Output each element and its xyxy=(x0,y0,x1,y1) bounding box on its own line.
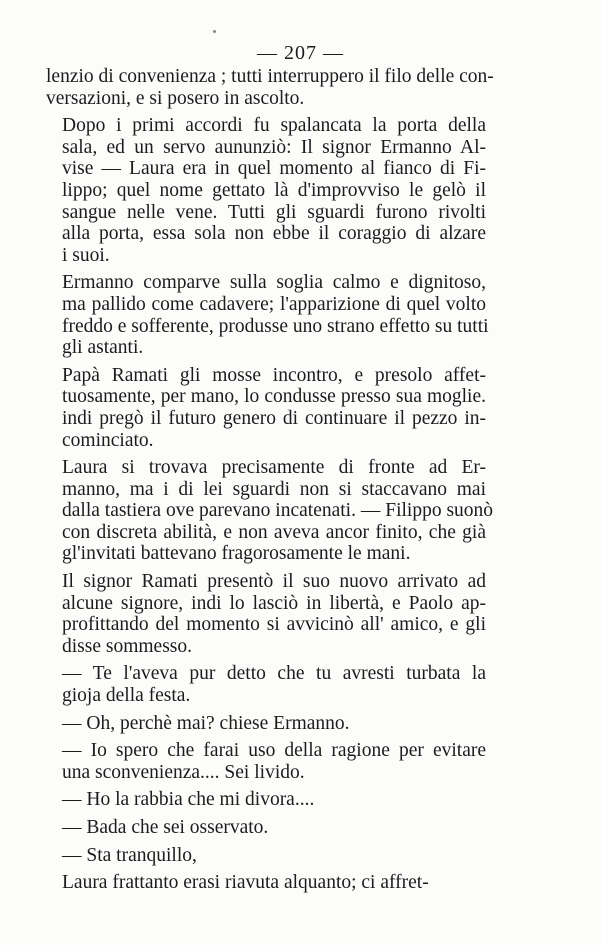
paragraph xyxy=(46,872,486,894)
text-line: lippo; quel nome gettato là d'improvviso le gelò il xyxy=(62,179,486,201)
text-line: alla porta, essa sola non ebbe il coraggio di alzare xyxy=(62,223,486,245)
text-line: con discreta abilità, e non aveva ancor finito, che già xyxy=(62,521,486,543)
ink-speck xyxy=(213,30,216,33)
text-line: profittando del momento si avvicinò all' amico, e gli xyxy=(62,614,486,636)
paragraph xyxy=(46,740,486,783)
text-line: freddo e sofferente, produsse uno strano effetto su tutti xyxy=(62,315,489,337)
text-line: i suoi. xyxy=(62,244,110,266)
text-line: gli astanti. xyxy=(62,337,144,359)
text-line: lenzio di convenienza ; tutti interruppero il filo delle con- xyxy=(46,66,494,87)
text-line: sala, ed un servo aununziò: Il signor Ermanno Al- xyxy=(62,136,486,158)
paragraph xyxy=(46,789,486,811)
text-line: disse sommesso. xyxy=(62,635,193,657)
paragraph xyxy=(46,115,486,266)
text-line: Laura si trovava precisamente di fronte ad Er- xyxy=(62,457,486,479)
text-line: alcune signore, indi lo lasciò in libertà, e Paolo ap- xyxy=(62,592,486,614)
page-number: — 207 — xyxy=(257,42,344,64)
text-line: manno, ma i di lei sguardi non si staccavano mai xyxy=(62,478,486,500)
text-line: tuosamente, per mano, lo condusse presso sua moglie. xyxy=(62,386,486,408)
paragraph xyxy=(46,365,486,451)
paragraph xyxy=(46,817,486,839)
text-line: Laura frattanto erasi riavuta alquanto; ci affret- xyxy=(62,872,429,894)
text-line: — Io spero che farai uso della ragione per evitare xyxy=(62,740,486,762)
text-line: gioja della festa. xyxy=(62,685,191,707)
text-line: una sconvenienza.... Sei livido. xyxy=(62,761,305,783)
text-line: — Oh, perchè mai? chiese Ermanno. xyxy=(62,712,350,734)
text-line: cominciato. xyxy=(62,429,154,451)
text-line: versazioni, e si posero in ascolto. xyxy=(46,87,305,109)
text-line: — Ho la rabbia che mi divora.... xyxy=(62,789,315,811)
text-line: gl'invitati battevano fragorosamente le mani. xyxy=(62,543,411,565)
text-line: dalla tastiera ove parevano incatenati. — Filippo suonò xyxy=(62,500,494,522)
text-line: sangue nelle vene. Tutti gli sguardi furono rivolti xyxy=(62,201,486,223)
text-line: — Sta tranquillo, xyxy=(62,844,197,866)
paragraph xyxy=(46,713,486,735)
text-line: vise — Laura era in quel momento al fianco di Fi- xyxy=(62,158,486,180)
body-text xyxy=(46,66,494,894)
text-line: Dopo i primi accordi fu spalancata la porta della xyxy=(62,115,486,137)
paragraph xyxy=(46,845,486,867)
paragraph xyxy=(46,663,486,706)
text-line: — Bada che sei osservato. xyxy=(62,817,269,838)
paragraph xyxy=(46,457,494,565)
text-line: ma pallido come cadavere; l'apparizione di quel volto xyxy=(62,293,486,315)
text-line: — Te l'aveva pur detto che tu avresti turbata la xyxy=(62,663,486,685)
text-line: Ermanno comparve sulla soglia calmo e dignitoso, xyxy=(62,272,486,294)
paragraph xyxy=(46,272,489,359)
paragraph xyxy=(46,66,494,109)
text-line: Il signor Ramati presentò il suo nuovo arrivato ad xyxy=(62,571,486,593)
paragraph xyxy=(46,571,486,657)
text-line: Papà Ramati gli mosse incontro, e presolo affet- xyxy=(62,364,486,386)
text-line: indi pregò il futuro genero di continuare il pezzo in- xyxy=(62,407,486,429)
